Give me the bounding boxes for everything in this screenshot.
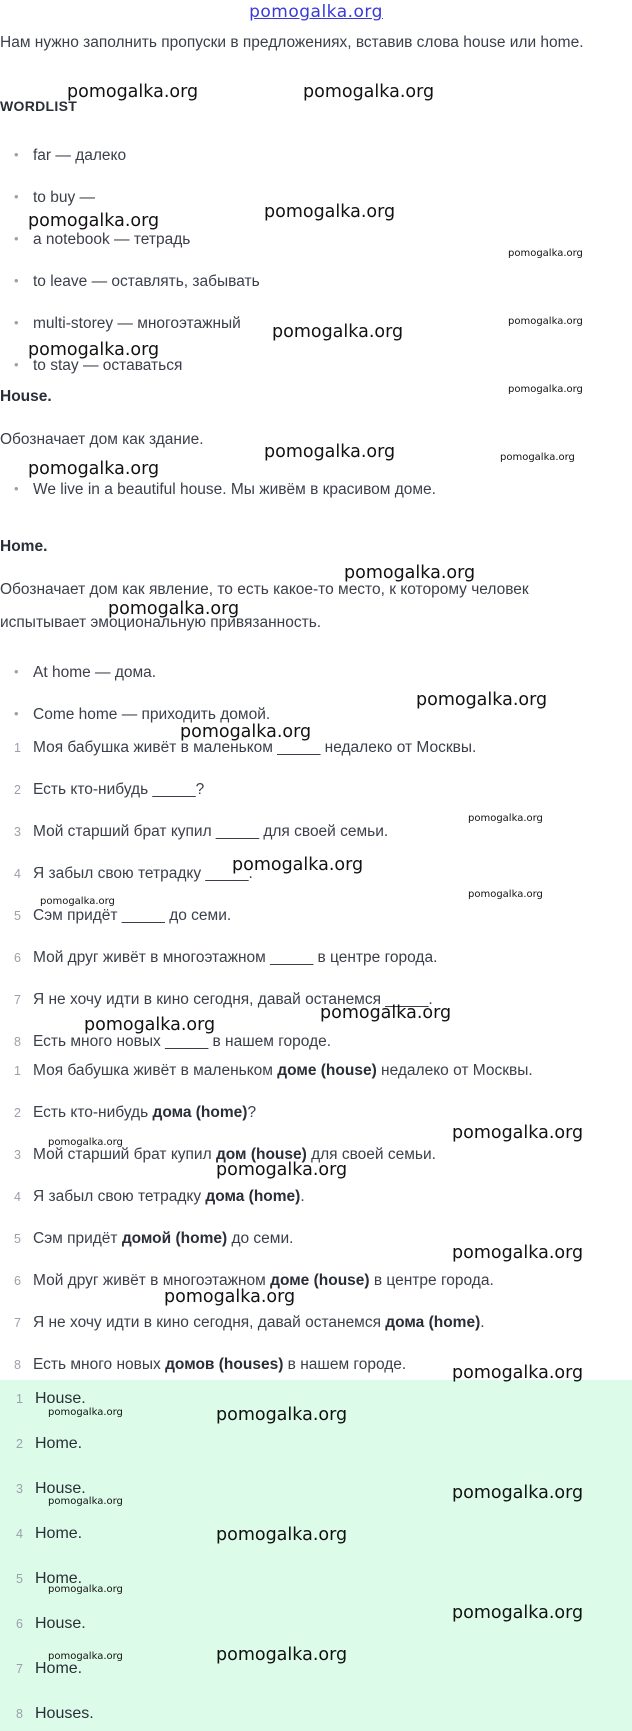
exercise-sentence: Я не хочу идти в кино сегодня, давай останемся _____. bbox=[33, 991, 433, 1008]
exercise-number: 8 bbox=[14, 1035, 21, 1049]
answer-word: дома (home) bbox=[385, 1314, 481, 1331]
answer-word: доме (house) bbox=[277, 1062, 377, 1079]
answer-text: House. bbox=[35, 1390, 86, 1407]
watermark: pomogalka.org bbox=[303, 82, 435, 102]
intro-text: Нам нужно заполнить пропуски в предложениях, вставив слова house или home. bbox=[0, 34, 584, 51]
watermark: pomogalka.org bbox=[272, 322, 404, 342]
exercise-number: 6 bbox=[14, 951, 21, 965]
answer-text: House. bbox=[35, 1615, 86, 1632]
filled-sentence: Сэм придёт домой (home) до семи. bbox=[33, 1230, 294, 1247]
watermark: pomogalka.org bbox=[48, 1137, 123, 1148]
site-logo-link[interactable]: pomogalka.org bbox=[249, 2, 383, 22]
filled-sentence: Есть много новых домов (houses) в нашем городе. bbox=[33, 1356, 407, 1373]
answer-number: 1 bbox=[16, 1392, 23, 1406]
exercise-sentence: Я забыл свою тетрадку _____. bbox=[33, 865, 253, 882]
exercise-sentence: Моя бабушка живёт в маленьком _____ недалеко от Москвы. bbox=[33, 739, 477, 756]
answer-number: 3 bbox=[16, 1482, 23, 1496]
answer-word: дома (home) bbox=[205, 1188, 301, 1205]
exercise-number: 4 bbox=[14, 867, 21, 881]
watermark: pomogalka.org bbox=[48, 1651, 123, 1662]
filled-sentence: Мой старший брат купил дом (house) для своей семьи. bbox=[33, 1146, 436, 1163]
watermark: pomogalka.org bbox=[264, 202, 396, 222]
watermark: pomogalka.org bbox=[216, 1645, 348, 1665]
answer-number: 2 bbox=[16, 1437, 23, 1451]
answer-word: дома (home) bbox=[152, 1104, 248, 1121]
watermark: pomogalka.org bbox=[452, 1483, 584, 1503]
exercise-number: 3 bbox=[14, 825, 21, 839]
filled-number: 5 bbox=[14, 1232, 21, 1246]
filled-sentence: Я не хочу идти в кино сегодня, давай останемся дома (home). bbox=[33, 1314, 485, 1331]
watermark: pomogalka.org bbox=[500, 452, 575, 463]
watermark: pomogalka.org bbox=[416, 690, 548, 710]
watermark: pomogalka.org bbox=[452, 1363, 584, 1383]
watermark: pomogalka.org bbox=[452, 1603, 584, 1623]
answer-number: 5 bbox=[16, 1572, 23, 1586]
home-description: Обозначает дом как явление, то есть какое-то место, к которому человек испытывает эмоциональную привязанность. bbox=[0, 581, 529, 631]
filled-number: 6 bbox=[14, 1274, 21, 1288]
watermark: pomogalka.org bbox=[468, 889, 543, 900]
exercise-number: 5 bbox=[14, 909, 21, 923]
filled-sentence: Есть кто-нибудь дома (home)? bbox=[33, 1104, 257, 1121]
answer-text: Home. bbox=[35, 1525, 83, 1542]
answer-word: доме (house) bbox=[270, 1272, 370, 1289]
filled-sentence: Я забыл свою тетрадку дома (home). bbox=[33, 1188, 305, 1205]
watermark: pomogalka.org bbox=[344, 563, 476, 583]
exercise-sentence: Есть много новых _____ в нашем городе. bbox=[33, 1033, 332, 1050]
watermark: pomogalka.org bbox=[48, 1407, 123, 1418]
watermark: pomogalka.org bbox=[468, 813, 543, 824]
watermark: pomogalka.org bbox=[180, 722, 312, 742]
house-description: Обозначает дом как здание. bbox=[0, 431, 204, 448]
watermark: pomogalka.org bbox=[232, 855, 364, 875]
filled-number: 7 bbox=[14, 1316, 21, 1330]
exercise-sentence: Мой старший брат купил _____ для своей семьи. bbox=[33, 823, 389, 840]
filled-sentence: Моя бабушка живёт в маленьком доме (house) недалеко от Москвы. bbox=[33, 1062, 533, 1079]
watermark: pomogalka.org bbox=[28, 211, 160, 231]
page: pomogalka.org Нам нужно заполнить пропуски в предложениях, вставив слова house или home. WORDLIST far — далеко to buy — a notebook — тетрадь to leave — оставлять, забывать multi-storey — многоэтажный to stay — оставаться House. Обозначает дом как здание. We live in a beautiful house. Мы живём в красивом доме. Home. Обозначает дом как явление, то есть какое-то место, к которому человек испытывает эмоциональную привязанность. At home — дома. Come home — приходить домой. 1 Моя бабушка живёт в маленьком _____ недалеко от Москвы. 2 Есть кто-нибудь _____? 3 Мой старший брат купил _____ для своей семьи. 4 Я забыл свою тетрадку _____. 5 Сэм придёт _____ до семи. 6 Мой друг живёт в многоэтажном _____ в центре города. 7 Я не хочу идти в кино сегодня, давай останемся _____. 8 Есть много новых _____ в нашем городе. 1 Моя бабушка живёт в маленьком доме (house) недалеко от Москвы. 2 Есть кто-нибудь дома (home)? 3 Мой старший брат купил дом (house) для своей семьи. 4 Я забыл свою тетрадку дома (home). 5 Сэм придёт домой (home) до семи. 6 Мой друг живёт в многоэтажном доме (house) в центре города. 7 Я не хочу идти в кино сегодня, давай останемся дома (home). 8 Есть много новых домов (houses) в нашем городе. 1 House. 2 Home. 3 House. 4 Home. 5 Home. 6 House. 7 Home. 8 Houses. pomogalka.org pomogalka.org pomogalka.org pomogalka.org pomogalka.org pomogalka.org pomogalka.org pomogalka.org pomogalka.org pomogalka.org pomogalka.org pomogalka.org pomogalka.org pomogalka.org pomogalka.org pomogalka.org pomogalka.org pomogalka.org pomogalka.org pomogalka.org pomogalka.org pomogalka.org pomogalka.org pomogalka.org pomogalka.org pomogalka.org pomogalka.org pomogalka.org pomogalka.org pomogalka.org pomogalka.org pomogalka.org pomogalka.org pomogalka.org pomogalka.org pomogalka.org pomogalka.org bbox=[0, 0, 632, 1731]
watermark: pomogalka.org bbox=[67, 82, 199, 102]
watermark: pomogalka.org bbox=[508, 248, 583, 259]
exercise-number: 2 bbox=[14, 783, 21, 797]
watermark: pomogalka.org bbox=[84, 1015, 216, 1035]
answer-text: Home. bbox=[35, 1570, 83, 1587]
home-heading: Home. bbox=[0, 538, 48, 555]
watermark: pomogalka.org bbox=[216, 1525, 348, 1545]
answer-text: House. bbox=[35, 1480, 86, 1497]
exercise-sentence: Мой друг живёт в многоэтажном _____ в центре города. bbox=[33, 949, 438, 966]
answer-text: Home. bbox=[35, 1660, 83, 1677]
watermark: pomogalka.org bbox=[508, 316, 583, 327]
exercise-sentence: Сэм придёт _____ до семи. bbox=[33, 907, 232, 924]
filled-sentence: Мой друг живёт в многоэтажном доме (house) в центре города. bbox=[33, 1272, 494, 1289]
watermark: pomogalka.org bbox=[452, 1123, 584, 1143]
watermark: pomogalka.org bbox=[264, 442, 396, 462]
filled-number: 2 bbox=[14, 1106, 21, 1120]
answer-number: 6 bbox=[16, 1617, 23, 1631]
answers-panel bbox=[0, 1380, 632, 1731]
wordlist-title: WORDLIST bbox=[0, 98, 78, 114]
house-heading: House. bbox=[0, 388, 52, 405]
answer-text: Houses. bbox=[35, 1705, 94, 1722]
filled-number: 4 bbox=[14, 1190, 21, 1204]
filled-number: 8 bbox=[14, 1358, 21, 1372]
watermark: pomogalka.org bbox=[216, 1160, 348, 1180]
answer-number: 8 bbox=[16, 1707, 23, 1721]
watermark: pomogalka.org bbox=[320, 1003, 452, 1023]
answer-number: 4 bbox=[16, 1527, 23, 1541]
watermark: pomogalka.org bbox=[216, 1405, 348, 1425]
answer-word: дом (house) bbox=[215, 1146, 307, 1163]
watermark: pomogalka.org bbox=[28, 459, 160, 479]
answer-word: домой (home) bbox=[121, 1230, 228, 1247]
exercise-number: 1 bbox=[14, 741, 21, 755]
filled-number: 3 bbox=[14, 1148, 21, 1162]
watermark: pomogalka.org bbox=[108, 599, 240, 619]
watermark: pomogalka.org bbox=[48, 1496, 123, 1507]
exercise-number: 7 bbox=[14, 993, 21, 1007]
filled-number: 1 bbox=[14, 1064, 21, 1078]
watermark: pomogalka.org bbox=[164, 1287, 296, 1307]
watermark: pomogalka.org bbox=[28, 340, 160, 360]
answer-word: домов (houses) bbox=[165, 1356, 284, 1373]
watermark: pomogalka.org bbox=[508, 384, 583, 395]
answer-text: Home. bbox=[35, 1435, 83, 1452]
watermark: pomogalka.org bbox=[452, 1243, 584, 1263]
watermark: pomogalka.org bbox=[48, 1584, 123, 1595]
exercise-sentence: Есть кто-нибудь _____? bbox=[33, 781, 205, 798]
answer-number: 7 bbox=[16, 1662, 23, 1676]
watermark: pomogalka.org bbox=[40, 896, 115, 907]
